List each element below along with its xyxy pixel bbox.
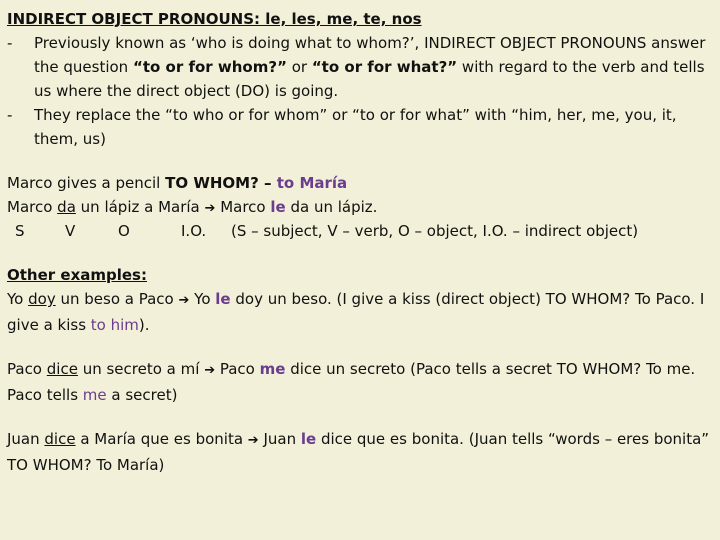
svo-v: V (65, 222, 76, 240)
example1-line1 (7, 171, 715, 195)
ex2-verb: dice (46, 360, 78, 378)
svo-legend: (S – subject, V – verb, O – object, I.O. – indirect object) (231, 222, 639, 240)
ex1-subject: Yo (7, 290, 29, 308)
arrow-right-icon: ➔ (204, 363, 216, 378)
ex3-rest: a María que es bonita (75, 430, 248, 448)
ex3-rewrite: Juan (258, 430, 301, 448)
bullet-1-text: Previously known as ‘who is doing what to whom?’, INDIRECT OBJECT PRONOUNS answer the question (34, 34, 706, 76)
ex3-pronoun: le (300, 430, 317, 448)
other-example-2 (7, 357, 715, 407)
spacer (7, 337, 715, 357)
ex2-rest: un secreto a mí (77, 360, 205, 378)
arrow-right-icon: ➔ (204, 201, 216, 216)
bullet-2-text: They replace the “to who or for whom” or “to or for what” with “him, her, me, you, it, them, us) (34, 106, 677, 148)
bullet-1-or: or (286, 58, 312, 76)
bullet-1-question-whom: “to or for whom?” (132, 58, 287, 76)
example1-rewrite-end: da un lápiz. (285, 198, 378, 216)
spacer (7, 243, 715, 263)
bullet-dash: - (7, 106, 13, 124)
bullet-dash: - (7, 34, 13, 52)
example1-line2 (7, 195, 715, 219)
ex1-explanation: doy un beso. (I give a kiss (direct object) TO WHOM? To Paco. I give a kiss (7, 290, 705, 334)
ex2-highlight: me (82, 386, 107, 404)
ex1-rewrite: Yo (189, 290, 216, 308)
ex2-subject: Paco (7, 360, 47, 378)
ex1-rest: un beso a Paco (55, 290, 179, 308)
other-example-3 (7, 427, 715, 477)
other-examples-heading: Other examples: (7, 266, 147, 284)
ex1-highlight: to him (90, 316, 139, 334)
svo-o: O (118, 222, 130, 240)
to-maria-answer: to María (276, 174, 348, 192)
example1-verb: da (57, 198, 76, 216)
arrow-right-icon: ➔ (247, 433, 259, 448)
bullet-1-tail: with regard to the verb and tells us where the direct object (DO) is going. (34, 58, 705, 100)
example1-pronoun: le (270, 198, 286, 216)
ex1-verb: doy (28, 290, 56, 308)
spacer (7, 151, 715, 171)
ex2-explanation: dice un secreto (Paco tells a secret TO WHOM? To me. Paco tells (7, 360, 696, 404)
ex3-explanation: dice que es bonita. (Juan tells “words – eres bonita” TO WHOM? To María) (7, 430, 710, 474)
ex1-end: ). (138, 316, 150, 334)
bullet-2 (7, 103, 715, 151)
arrow-right-icon: ➔ (178, 293, 190, 308)
ex2-rewrite: Paco (215, 360, 260, 378)
page-title: INDIRECT OBJECT PRONOUNS: le, les, me, te, nos (7, 10, 422, 28)
bullet-1-question-what: “to or for what?” (311, 58, 458, 76)
ex3-subject: Juan (7, 430, 45, 448)
ex3-verb: dice (44, 430, 76, 448)
spacer (7, 407, 715, 427)
example1-rewrite: Marco (215, 198, 271, 216)
example1-rest: un lápiz a María (75, 198, 205, 216)
ex2-pronoun: me (259, 360, 286, 378)
svo-legend-line (7, 219, 715, 243)
document (7, 7, 715, 477)
ex1-pronoun: le (215, 290, 231, 308)
to-whom-question: TO WHOM? – (165, 174, 277, 192)
svo-s: S (15, 222, 25, 240)
svo-io: I.O. (181, 222, 207, 240)
ex2-end: a secret) (106, 386, 178, 404)
example1-subject: Marco (7, 198, 58, 216)
example1-line1-text: Marco gives a pencil (7, 174, 166, 192)
other-example-1 (7, 287, 715, 337)
bullet-1 (7, 31, 715, 103)
